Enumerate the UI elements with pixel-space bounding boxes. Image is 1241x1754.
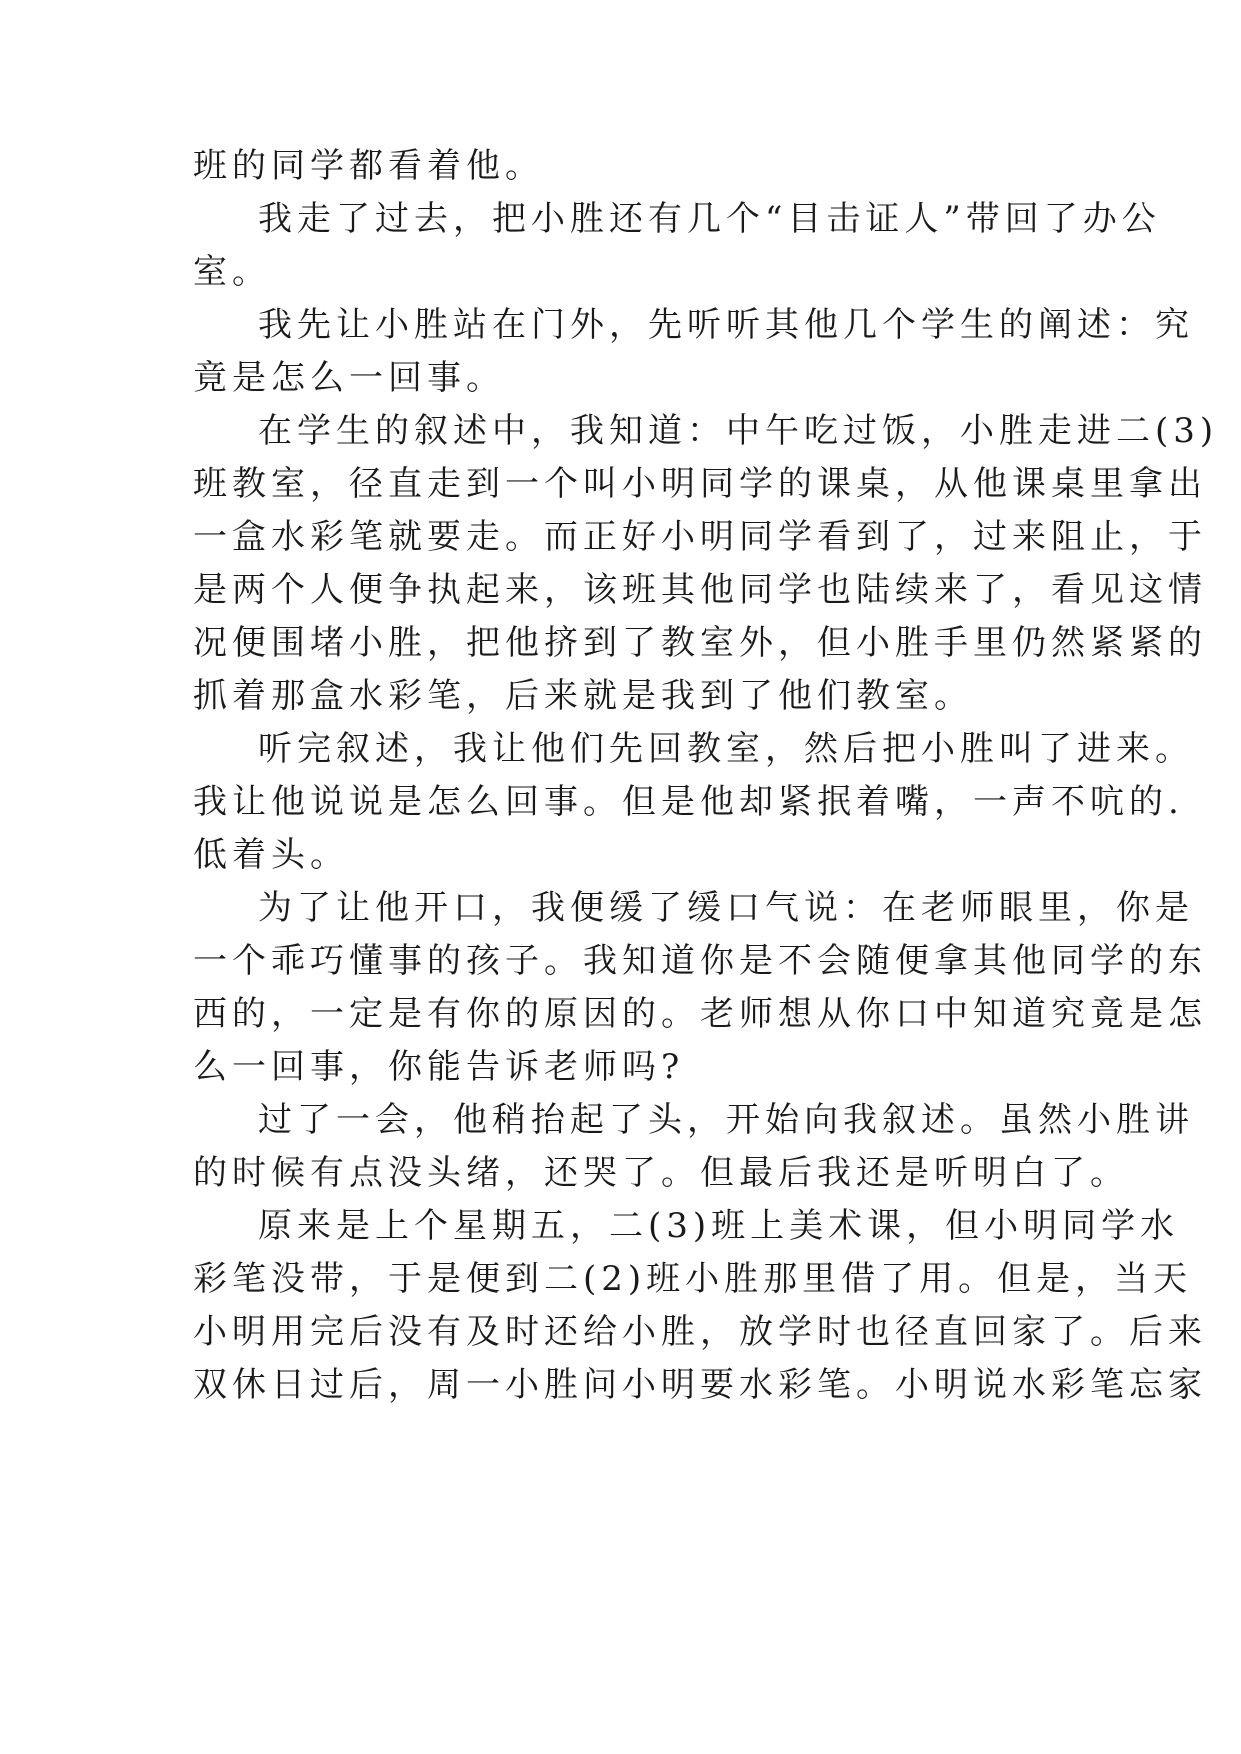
text-line: 一盒水彩笔就要走。而正好小明同学看到了，过来阻止，于 — [193, 517, 1207, 557]
text-line: 彩笔没带，于是便到二(2)班小胜那里借了用。但是，当天 — [193, 1259, 1193, 1299]
text-line: 是两个人便争执起来，该班其他同学也陆续来了，看见这情 — [193, 570, 1207, 610]
paragraph-first-line: 我走了过去，把小胜还有几个“目击证人”带回了办公 — [258, 199, 1161, 239]
paragraph-first-line: 过了一会，他稍抬起了头，开始向我叙述。虽然小胜讲 — [258, 1100, 1194, 1140]
text-line: 么一回事，你能告诉老师吗? — [193, 1047, 685, 1087]
text-line: 我让他说说是怎么回事。但是他却紧抿着嘴，一声不吭的. — [193, 782, 1184, 822]
text-line: 况便围堵小胜，把他挤到了教室外，但小胜手里仍然紧紧的 — [193, 623, 1207, 663]
text-line: 室。 — [193, 252, 271, 292]
paragraph-first-line: 听完叙述，我让他们先回教室，然后把小胜叫了进来。 — [258, 729, 1194, 769]
paragraph-first-line: 我先让小胜站在门外，先听听其他几个学生的阐述：究 — [258, 305, 1194, 345]
paragraph-first-line: 原来是上个星期五，二(3)班上美术课，但小明同学水 — [258, 1206, 1180, 1246]
text-line: 低着头。 — [193, 835, 349, 875]
paragraph-first-line: 为了让他开口，我便缓了缓口气说：在老师眼里，你是 — [258, 888, 1194, 928]
paragraph-first-line: 在学生的叙述中，我知道：中午吃过饭，小胜走进二(3) — [258, 411, 1219, 451]
text-line: 竟是怎么一回事。 — [193, 358, 505, 398]
text-line: 班的同学都看着他。 — [193, 146, 544, 186]
text-line: 抓着那盒水彩笔，后来就是我到了他们教室。 — [193, 676, 973, 716]
text-line: 小明用完后没有及时还给小胜，放学时也径直回家了。后来 — [193, 1312, 1207, 1352]
text-line: 西的，一定是有你的原因的。老师想从你口中知道究竟是怎 — [193, 994, 1207, 1034]
text-line: 一个乖巧懂事的孩子。我知道你是不会随便拿其他同学的东 — [193, 941, 1207, 981]
text-line: 班教室，径直走到一个叫小明同学的课桌，从他课桌里拿出 — [193, 464, 1207, 504]
text-line: 双休日过后，周一小胜问小明要水彩笔。小明说水彩笔忘家 — [193, 1365, 1207, 1405]
text-line: 的时候有点没头绪，还哭了。但最后我还是听明白了。 — [193, 1153, 1129, 1193]
